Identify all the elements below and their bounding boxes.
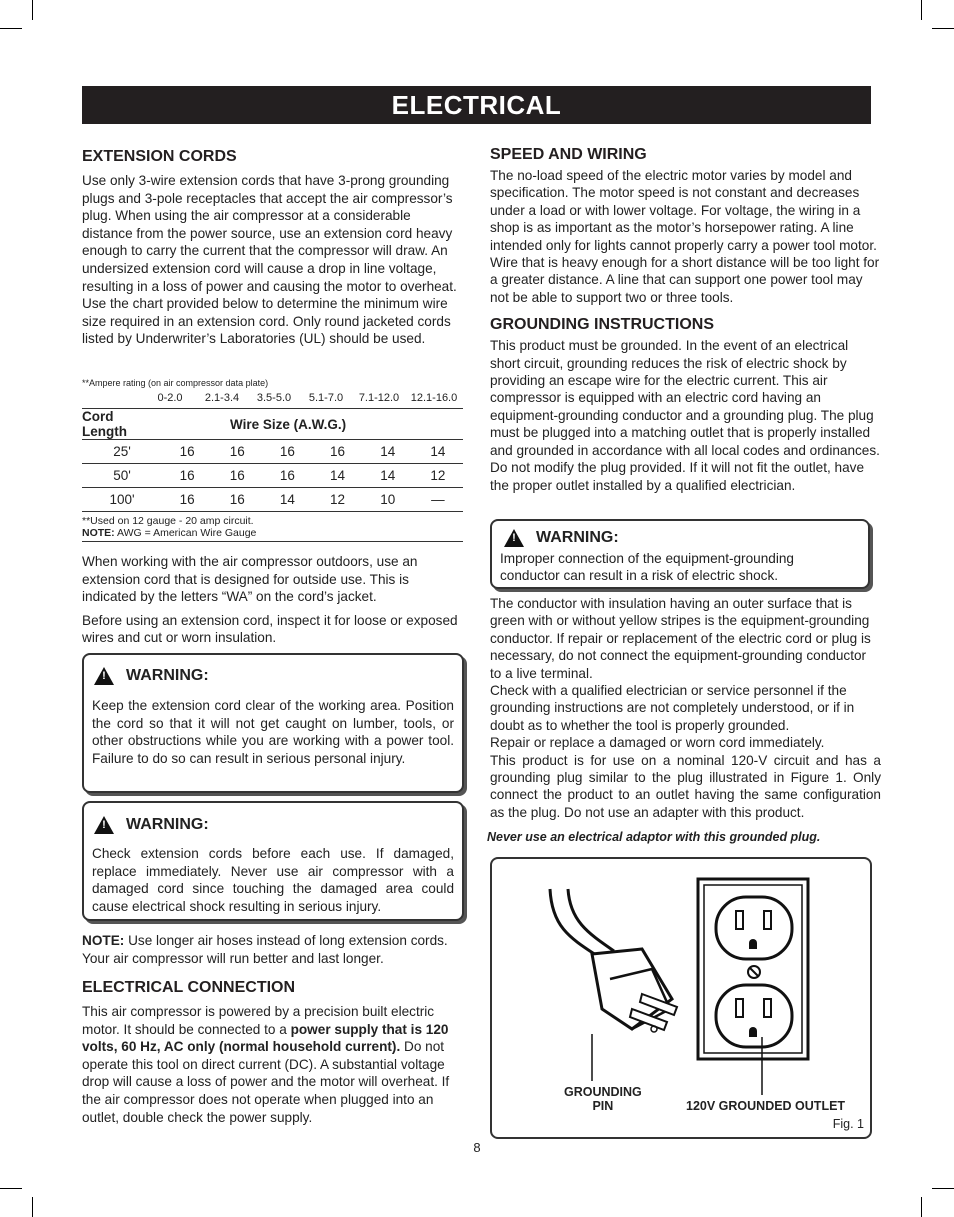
cord-length-cell: 100': [82, 488, 162, 512]
note-text: Use longer air hoses instead of long extension cords. Your air compressor will run better and last longer.: [82, 933, 448, 966]
outdoor-block: [82, 553, 462, 647]
warning-title: WARNING:: [126, 667, 209, 684]
cord-length-cell: 25': [82, 440, 162, 464]
conductor-block: [487, 595, 881, 847]
wire-size-header: Wire Size (A.W.G.): [162, 409, 463, 440]
note-text: AWG = American Wire Gauge: [114, 527, 257, 539]
amp-range: 12.1-16.0: [410, 392, 458, 404]
warning-title: WARNING:: [536, 529, 619, 546]
connection-text-2: Do not operate this tool on direct current (DC). A substantial voltage drop will cause a loss of power and the motor will overheat. If the air compressor does not operate when plugged into an outlet, double check the power supply.: [82, 1039, 450, 1125]
warning-header: [94, 667, 209, 685]
table-row: [82, 440, 463, 464]
figure-1-box: [490, 857, 872, 1139]
crop-mark: [921, 1197, 922, 1217]
amp-range-row: [82, 392, 464, 404]
amp-range: 3.5-5.0: [256, 392, 292, 404]
crop-mark: [32, 0, 33, 20]
note-label: NOTE:: [82, 933, 125, 948]
wire-size-cell: 14: [312, 464, 362, 488]
warning-box-cord-clear: [82, 653, 464, 793]
figure-caption: Fig. 1: [832, 1117, 864, 1131]
never-use-adaptor-text: Never use an electrical adaptor with this grounded plug.: [487, 830, 821, 845]
table-row: [82, 488, 463, 512]
wire-size-cell: 16: [212, 440, 262, 464]
warning-header: [94, 816, 209, 834]
section-banner: ELECTRICAL: [82, 86, 871, 124]
modify-plug-text: Do not modify the plug provided. If it will not fit the outlet, have the proper outlet installed by a qualified electrician.: [490, 460, 865, 493]
warning-box-check-cords: [82, 801, 464, 921]
wire-size-table: [82, 408, 463, 512]
speed-wiring-heading: SPEED AND WIRING: [490, 146, 647, 163]
table-bottom-rule: [82, 541, 463, 542]
note-block: [82, 932, 462, 967]
grounding-heading: GROUNDING INSTRUCTIONS: [490, 316, 714, 334]
wire-size-cell: 14: [413, 440, 463, 464]
grounding-pin-label: [564, 1085, 642, 1113]
warning-box-grounding: [490, 519, 870, 589]
connection-power-requirement: power supply that is 120 volts, 60 Hz, AC only (normal household current).: [82, 1021, 449, 1055]
table-note: [82, 527, 464, 539]
outlet-label: 120V GROUNDED OUTLET: [686, 1099, 846, 1113]
grounding-pin-label-line1: GROUNDING: [564, 1085, 642, 1099]
right-column: [490, 146, 882, 494]
warning-triangle-icon: !: [94, 816, 114, 834]
warning-text: Improper connection of the equipment-grounding conductor can result in a risk of electric shock.: [500, 551, 794, 584]
wire-size-cell: 14: [363, 464, 413, 488]
wire-size-cell: 10: [363, 488, 413, 512]
wire-size-cell: 16: [212, 464, 262, 488]
cord-length-cell: 50': [82, 464, 162, 488]
grounding-text: This product must be grounded. In the event of an electrical short circuit, grounding reduces the risk of electric shock by providing an escape wire for the electric current. This air compressor is equipped with an electric cord having an equipment-grounding conductor and a grounding plug. The plug must be plugged into a matching outlet that is properly installed and grounded in accordance with all local codes and ordinances.: [490, 338, 880, 458]
warning-text: Keep the extension cord clear of the working area. Position the cord so that it will not get caught on lumber, tools, or other obstructions while you are working with a power tool. Failure to do so can result in serious personal injury.: [92, 698, 454, 766]
amp-range: 0-2.0: [157, 392, 183, 404]
wire-size-cell: 16: [162, 440, 212, 464]
amp-range: 2.1-3.4: [204, 392, 240, 404]
wire-size-cell: 16: [262, 464, 312, 488]
note-label: NOTE:: [82, 527, 115, 539]
table-footnote: **Used on 12 gauge - 20 amp circuit.: [82, 515, 254, 527]
electrical-connection-block: [82, 979, 462, 1126]
crop-mark: [921, 0, 922, 20]
cord-length-header: Cord Length: [82, 409, 162, 440]
wire-size-table-block: [82, 378, 464, 542]
check-electrician-text: Check with a qualified electrician or service personnel if the grounding instructions are not completely understood, or if in doubt as to whether the tool is properly grounded.: [490, 683, 855, 733]
electrical-connection-heading: ELECTRICAL CONNECTION: [82, 979, 296, 996]
left-column: [82, 148, 464, 348]
inspect-cord-text: Before using an extension cord, inspect it for loose or exposed wires and cut or worn insulation.: [82, 612, 458, 646]
wire-size-cell: —: [413, 488, 463, 512]
wire-size-cell: 16: [162, 488, 212, 512]
page-number: 8: [473, 1140, 481, 1155]
wire-size-cell: 16: [212, 488, 262, 512]
wire-size-cell: 14: [262, 488, 312, 512]
wire-size-cell: 16: [262, 440, 312, 464]
warning-header: [504, 529, 619, 547]
crop-mark: [0, 28, 22, 29]
speed-wiring-text: The no-load speed of the electric motor varies by model and specification. The motor speed is not constant and decreases under a load or with lower voltage. For voltage, the wiring in a shop is as important as the motor’s horsepower rating. A line intended only for lights cannot properly carry a power tool motor. Wire that is heavy enough for a short distance will be too light for a greater distance. A line that can support one power tool may not be able to support two or three tools.: [490, 168, 880, 305]
warning-text: Check extension cords before each use. If damaged, replace immediately. Never use air compressor with a damaged cord since touching the damaged area could cause electrical shock resulting in serious injury.: [92, 846, 454, 914]
electrical-connection-text: [82, 1003, 462, 1126]
grounding-pin-label-line2: PIN: [592, 1099, 614, 1113]
nominal-circuit-text: This product is for use on a nominal 120-V circuit and has a grounding plug similar to the plug illustrated in Figure 1. Only connect the product to an outlet having the same configuration as the plug. Do not use an adapter with this product.: [490, 752, 881, 820]
plug-and-outlet-illustration: [492, 859, 870, 1137]
outdoor-use-text: When working with the air compressor outdoors, use an extension cord that is designed for outside use. This is indicated by the letters “WA” on the cord’s jacket.: [82, 554, 418, 605]
air-hose-note: [82, 932, 462, 967]
warning-triangle-icon: !: [504, 529, 524, 547]
wire-size-cell: 12: [312, 488, 362, 512]
crop-mark: [32, 1197, 33, 1217]
extension-cords-text: Use only 3-wire extension cords that have 3-prong grounding plugs and 3-pole receptacles that accept the air compressor’s plug. When using the air compressor at a considerable distance from the power source, use an extension cord heavy enough to carry the current that the compressor will draw. An undersized extension cord will cause a drop in line voltage, resulting in a loss of power and causing the motor to overheat. Use the chart provided below to determine the minimum wire size required in an extension cord. Only round jacketed cords listed by Underwriter’s Laboratories (UL) should be used.: [82, 173, 457, 347]
wire-size-cell: 16: [162, 464, 212, 488]
warning-title: WARNING:: [126, 816, 209, 833]
repair-cord-text: Repair or replace a damaged or worn cord immediately.: [490, 735, 825, 751]
extension-cords-heading: EXTENSION CORDS: [82, 148, 237, 165]
amp-range: 5.1-7.0: [308, 392, 344, 404]
wire-size-cell: 16: [312, 440, 362, 464]
crop-mark: [0, 1188, 22, 1189]
wire-size-cell: 14: [363, 440, 413, 464]
wire-size-cell: 12: [413, 464, 463, 488]
ampere-rating-note: **Ampere rating (on air compressor data plate): [82, 378, 269, 388]
table-row: [82, 464, 463, 488]
crop-mark: [932, 28, 954, 29]
conductor-text: The conductor with insulation having an outer surface that is green with or without yellow stripes is the equipment-grounding conductor. If repair or replacement of the electric cord or plug is necessary, do not connect the equipment-grounding conductor to a live terminal.: [490, 596, 871, 681]
crop-mark: [932, 1188, 954, 1189]
amp-range: 7.1-12.0: [358, 392, 400, 404]
connection-text-1: This air compressor is powered by a precision built electric motor. It should be connected to a: [82, 1004, 435, 1037]
warning-triangle-icon: !: [94, 667, 114, 685]
